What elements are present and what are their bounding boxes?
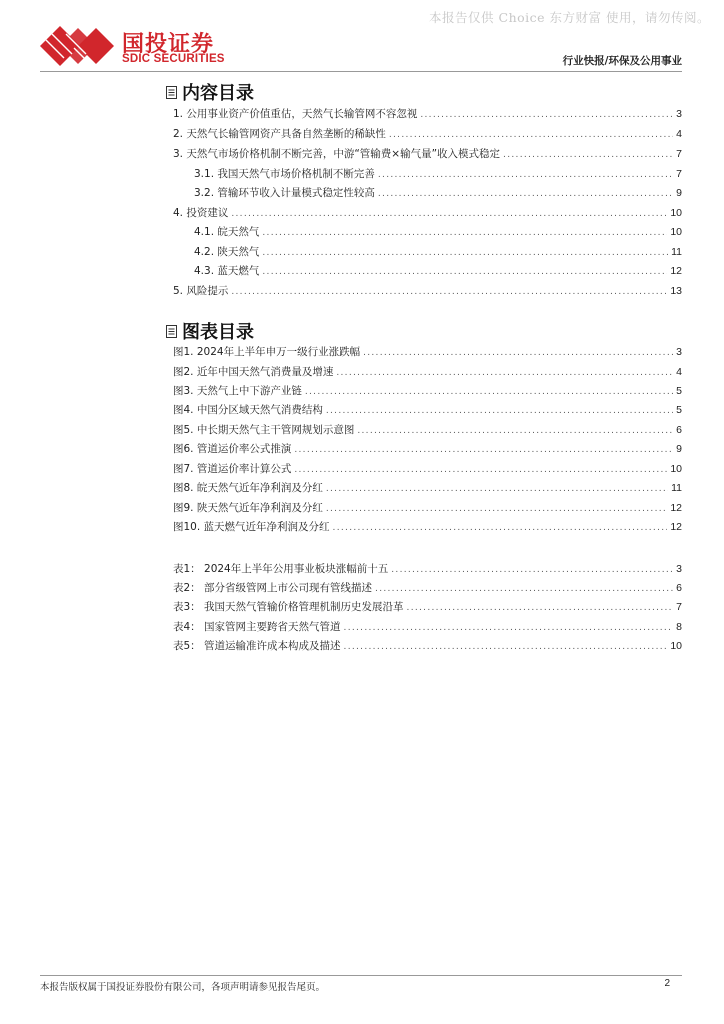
toc-label: 4. 投资建议 [173,207,229,219]
toc-page: 4 [676,128,682,140]
toc-label: 3.1. 我国天然气市场价格机制不断完善 [194,168,375,180]
toc-leader [378,170,673,180]
document-icon [166,86,177,99]
report-category: 行业快报/环保及公用事业 [562,55,682,67]
charts-title: 图表目录 [182,322,254,343]
toc-leader [407,603,674,613]
table-row[interactable] [173,599,682,615]
toc-row[interactable] [173,146,682,162]
table-label: 表1： 2024年上半年公用事业板块涨幅前十五 [173,563,389,575]
toc-leader [305,387,673,397]
footer-divider [40,975,682,976]
figure-page: 6 [676,424,682,436]
toc-page: 11 [671,246,682,258]
figure-label: 图1. 2024年上半年申万一级行业涨跌幅 [173,346,361,358]
charts-heading [166,318,254,344]
header-divider [40,71,682,72]
table-label: 表3： 我国天然气管输价格管理机制历史发展沿革 [173,601,404,613]
toc-label: 3. 天然气市场价格机制不断完善，中游“管输费×输气量”收入模式稳定 [173,148,501,160]
table-label: 表5： 管道运输准许成本构成及描述 [173,640,341,652]
figure-page: 12 [670,502,682,514]
figure-row[interactable] [173,441,682,457]
toc-page: 10 [670,226,682,238]
toc-row[interactable] [194,185,682,201]
toc-page: 13 [670,285,682,297]
figure-row[interactable] [173,344,682,360]
table-row[interactable] [173,580,682,596]
figure-row[interactable] [173,500,682,516]
figure-row[interactable] [173,402,682,418]
figure-page: 11 [671,482,682,494]
toc-row[interactable] [173,205,682,221]
figure-page: 9 [676,443,682,455]
toc-row[interactable] [194,244,682,260]
contents-title: 内容目录 [182,83,254,104]
page-number: 2 [664,978,670,989]
figure-label: 图7. 管道运价率计算公式 [173,463,292,475]
toc-label: 4.1. 皖天然气 [194,226,260,238]
logo-diamond-icon [40,26,118,66]
table-page: 10 [670,640,682,652]
toc-label: 5. 风险提示 [173,285,229,297]
toc-leader [262,228,667,238]
contents-heading [166,79,254,105]
toc-row[interactable] [173,106,682,122]
toc-label: 4.3. 蓝天燃气 [194,265,260,277]
watermark: 本报告仅供 Choice 东方财富 使用，请勿传阅。 [429,10,710,25]
figure-page: 12 [670,521,682,533]
figure-page: 4 [676,366,682,378]
toc-leader [336,368,673,378]
figure-label: 图4. 中国分区域天然气消费结构 [173,404,323,416]
toc-label: 3.2. 管输环节收入计量模式稳定性较高 [194,187,375,199]
figure-label: 图9. 陕天然气近年净利润及分红 [173,502,323,514]
table-row[interactable] [173,561,682,577]
toc-leader [333,523,668,533]
footer-disclaimer: 本报告版权属于国投证券股份有限公司，各项声明请参见报告尾页。 [40,982,326,993]
figure-row[interactable] [173,461,682,477]
toc-leader [294,465,667,475]
toc-leader [344,623,674,633]
toc-row[interactable] [194,224,682,240]
toc-page: 9 [676,187,682,199]
toc-row[interactable] [173,126,682,142]
table-row[interactable] [173,638,682,654]
figure-label: 图5. 中长期天然气主干管网规划示意图 [173,424,355,436]
company-logo [40,26,240,68]
figure-row[interactable] [173,383,682,399]
toc-label: 1. 公用事业资产价值重估，天然气长输管网不容忽视 [173,108,418,120]
toc-page: 7 [676,148,682,160]
toc-label: 4.2. 陕天然气 [194,246,260,258]
figure-page: 5 [676,385,682,397]
figure-label: 图2. 近年中国天然气消费量及增速 [173,366,334,378]
figure-page: 10 [670,463,682,475]
table-row[interactable] [173,619,682,635]
toc-leader [378,189,673,199]
toc-leader [294,445,673,455]
toc-leader [326,406,673,416]
toc-leader [420,110,673,120]
toc-leader [262,267,667,277]
toc-leader [375,584,673,594]
table-label: 表2： 部分省级管网上市公司现有管线描述 [173,582,373,594]
table-page: 7 [676,601,682,613]
toc-leader [363,348,673,358]
toc-row[interactable] [194,166,682,182]
toc-row[interactable] [173,283,682,299]
toc-leader [231,209,667,219]
table-page: 8 [676,621,682,633]
table-page: 3 [676,563,682,575]
document-icon [166,325,177,338]
toc-leader [262,248,668,258]
figure-label: 图8. 皖天然气近年净利润及分红 [173,482,323,494]
figure-label: 图10. 蓝天燃气近年净利润及分红 [173,521,330,533]
toc-leader [344,642,668,652]
figure-row[interactable] [173,519,682,535]
figure-row[interactable] [173,422,682,438]
table-page: 6 [676,582,682,594]
figure-page: 5 [676,404,682,416]
toc-leader [231,287,667,297]
logo-chinese-text: 国投证券 [122,32,215,57]
figure-label: 图3. 天然气上中下游产业链 [173,385,302,397]
figure-row[interactable] [173,480,682,496]
toc-page: 12 [670,265,682,277]
table-label: 表4： 国家管网主要跨省天然气管道 [173,621,341,633]
toc-label: 2. 天然气长输管网资产具备自然垄断的稀缺性 [173,128,386,140]
figure-page: 3 [676,346,682,358]
figure-row[interactable] [173,364,682,380]
toc-leader [357,426,673,436]
toc-leader [503,150,673,160]
logo-english-text: SDIC SECURITIES [122,53,225,65]
toc-leader [326,504,667,514]
toc-leader [391,565,673,575]
toc-leader [389,130,673,140]
toc-page: 3 [676,108,682,120]
toc-row[interactable] [194,263,682,279]
toc-page: 10 [670,207,682,219]
figure-label: 图6. 管道运价率公式推演 [173,443,292,455]
toc-leader [326,484,668,494]
toc-page: 7 [676,168,682,180]
